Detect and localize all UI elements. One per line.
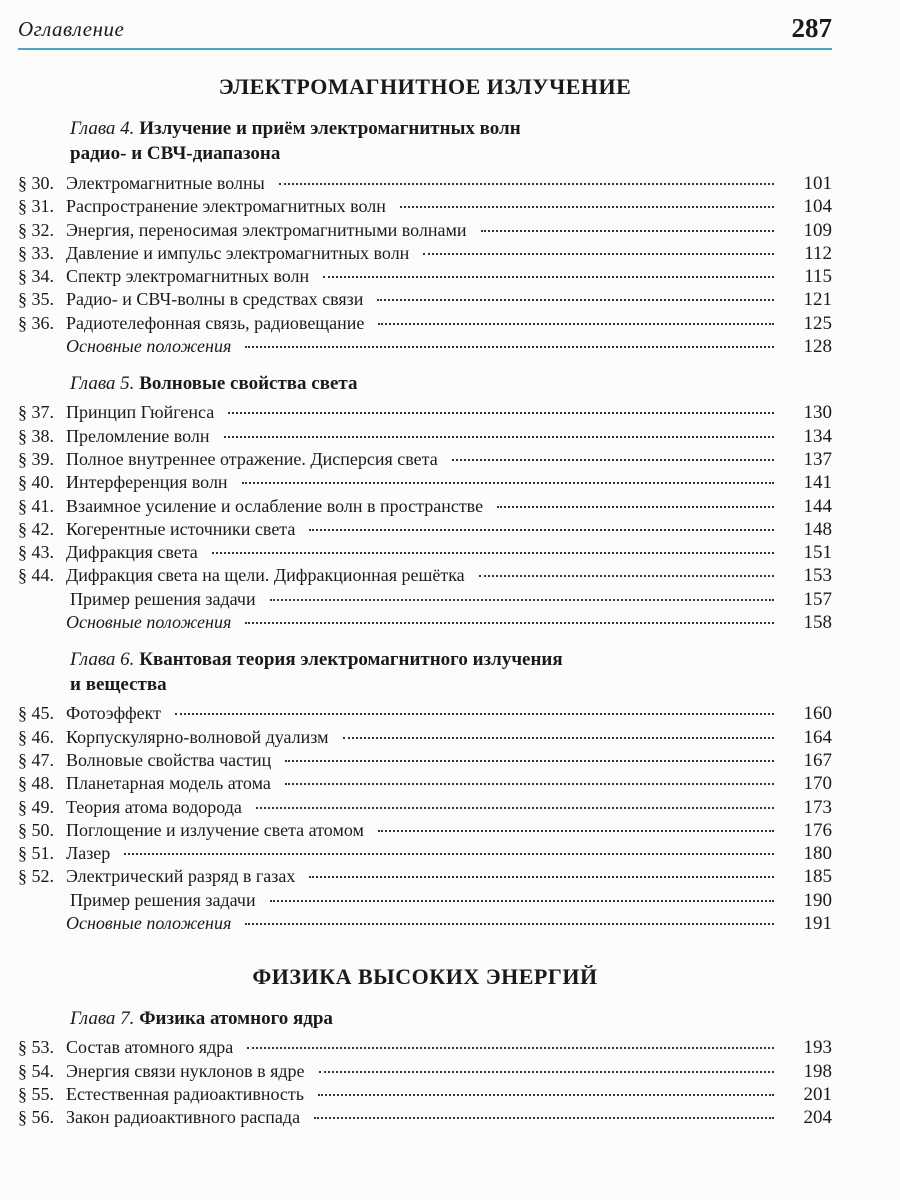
dot-leader <box>270 599 774 601</box>
entry-title: Распространение электромагнитных волн <box>66 196 386 217</box>
part-title: ФИЗИКА ВЫСОКИХ ЭНЕРГИЙ <box>252 964 598 990</box>
chapter-title: радио- и СВЧ-диапазона <box>70 143 281 164</box>
toc-entry[interactable] <box>18 727 832 750</box>
entry-title: Основные положения <box>66 336 232 357</box>
page-ref: 130 <box>803 402 832 424</box>
entry-title: Теория атома водорода <box>66 796 242 817</box>
chapter-label: Глава 7. <box>70 1008 135 1030</box>
chapter-title: Физика атомного ядра <box>139 1008 333 1030</box>
page-ref: 112 <box>804 242 832 264</box>
dot-leader <box>314 1117 774 1119</box>
section-number: § 36. <box>18 312 54 333</box>
entry-title: Дифракция света на щели. Дифракционная решётка <box>66 565 465 586</box>
toc-entry[interactable] <box>18 496 832 519</box>
toc-entry[interactable] <box>18 820 832 843</box>
dot-leader <box>212 552 774 554</box>
entry-title: Интерференция волн <box>66 472 228 493</box>
entry-title: Поглощение и излучение света атомом <box>66 819 364 840</box>
toc-entry[interactable] <box>18 173 832 196</box>
dot-leader <box>423 253 774 255</box>
page-ref: 176 <box>803 819 832 841</box>
entry-title: Лазер <box>66 843 111 864</box>
dot-leader <box>309 876 774 878</box>
chapter-heading <box>70 1006 832 1031</box>
page-ref: 134 <box>803 425 832 447</box>
dot-leader <box>247 1047 774 1049</box>
entry-title: Дифракция света <box>66 542 198 563</box>
section-number: § 49. <box>18 796 54 817</box>
dot-leader <box>245 622 774 624</box>
toc-entry[interactable] <box>18 890 832 913</box>
section-number: § 48. <box>18 773 54 794</box>
page-ref: 128 <box>803 336 832 358</box>
entry-title: Взаимное усиление и ослабление волн в пространстве <box>66 495 484 516</box>
chapter-title: Волновые свойства света <box>139 373 358 395</box>
chapter-title: Излучение и приём электромагнитных волн <box>139 118 521 139</box>
dot-leader <box>270 900 774 902</box>
chapter-heading <box>70 647 832 697</box>
page-ref: 193 <box>803 1037 832 1059</box>
toc-entry[interactable] <box>18 426 832 449</box>
toc-entry[interactable] <box>18 243 832 266</box>
toc-entry[interactable] <box>18 449 832 472</box>
dot-leader <box>323 276 774 278</box>
toc-entry[interactable] <box>18 196 832 219</box>
entry-title: Фотоэффект <box>66 703 162 724</box>
section-number: § 32. <box>18 219 54 240</box>
entry-title: Электромагнитные волны <box>66 173 265 193</box>
dot-leader <box>378 323 774 325</box>
dot-leader <box>228 412 774 414</box>
page-ref: 157 <box>803 588 832 610</box>
entry-title: Пример решения задачи <box>70 889 256 910</box>
toc-entry[interactable] <box>18 1084 832 1107</box>
section-number: § 53. <box>18 1037 54 1058</box>
toc-entry[interactable] <box>18 1037 832 1060</box>
header-rule <box>18 48 832 50</box>
section-number: § 56. <box>18 1107 54 1128</box>
table-of-contents <box>18 74 832 1131</box>
toc-entry[interactable] <box>18 313 832 336</box>
dot-leader <box>309 529 774 531</box>
page-ref: 115 <box>804 266 832 288</box>
toc-entry[interactable] <box>18 472 832 495</box>
dot-leader <box>318 1094 774 1096</box>
entry-title: Пример решения задачи <box>70 588 256 609</box>
chapter-title: и вещества <box>70 674 167 696</box>
page-ref: 125 <box>803 312 832 334</box>
page-ref: 137 <box>803 448 832 470</box>
entry-title: Радио- и СВЧ-волны в средствах связи <box>66 289 364 310</box>
section-number: § 31. <box>18 196 54 217</box>
section-number: § 55. <box>18 1083 54 1104</box>
section-number: § 51. <box>18 843 54 864</box>
entry-title: Энергия, переносимая электромагнитными волнами <box>66 219 467 240</box>
page-number: 287 <box>791 13 832 43</box>
entry-title: Радиотелефонная связь, радиовещание <box>66 312 365 333</box>
part-title: ЭЛЕКТРОМАГНИТНОЕ ИЗЛУЧЕНИЕ <box>218 74 632 99</box>
dot-leader <box>452 459 774 461</box>
dot-leader <box>242 482 774 484</box>
entry-title: Основные положения <box>66 612 232 633</box>
page-ref: 141 <box>803 472 832 494</box>
toc-entry[interactable] <box>18 565 832 588</box>
entry-title: Принцип Гюйгенса <box>66 402 215 423</box>
toc-entry[interactable] <box>18 866 832 889</box>
toc-entry[interactable] <box>18 913 832 936</box>
section-number: § 39. <box>18 448 54 469</box>
page-ref: 191 <box>803 913 832 935</box>
chapter-heading <box>70 116 832 166</box>
dot-leader <box>378 830 774 832</box>
page-ref: 158 <box>803 612 832 634</box>
chapter-label: Глава 4. <box>70 118 135 139</box>
page-ref: 101 <box>803 173 832 194</box>
section-number: § 37. <box>18 402 54 423</box>
toc-entry[interactable] <box>18 402 832 425</box>
toc-entry[interactable] <box>18 220 832 243</box>
section-number: § 34. <box>18 266 54 287</box>
page-ref: 121 <box>803 289 832 311</box>
section-number: § 30. <box>18 173 54 193</box>
dot-leader <box>497 506 774 508</box>
page-ref: 204 <box>803 1107 832 1129</box>
chapter-title: Квантовая теория электромагнитного излучения <box>139 649 563 671</box>
chapter-label: Глава 6. <box>70 649 135 671</box>
dot-leader <box>245 923 774 925</box>
toc-entry[interactable] <box>18 266 832 289</box>
entry-title: Давление и импульс электромагнитных волн <box>66 242 410 263</box>
entry-title: Энергия связи нуклонов в ядре <box>66 1060 305 1081</box>
section-number: § 42. <box>18 518 54 539</box>
page-ref: 190 <box>803 889 832 911</box>
dot-leader <box>279 183 774 185</box>
section-number: § 38. <box>18 425 54 446</box>
toc-entry[interactable] <box>18 843 832 866</box>
entry-title: Корпускулярно-волновой дуализм <box>66 726 329 747</box>
entry-title: Волновые свойства частиц <box>66 749 272 770</box>
section-number: § 41. <box>18 495 54 516</box>
dot-leader <box>124 853 774 855</box>
section-number: § 44. <box>18 565 54 586</box>
section-number: § 33. <box>18 242 54 263</box>
section-number: § 50. <box>18 819 54 840</box>
chapter-label: Глава 5. <box>70 373 135 395</box>
dot-leader <box>256 807 774 809</box>
entry-title: Преломление волн <box>66 425 210 446</box>
dot-leader <box>400 206 774 208</box>
entry-title: Электрический разряд в газах <box>66 866 296 887</box>
toc-entry[interactable] <box>18 589 832 612</box>
page-ref: 109 <box>803 219 832 241</box>
toc-entry[interactable] <box>18 750 832 773</box>
toc-entry[interactable] <box>18 1107 832 1130</box>
dot-leader <box>319 1071 775 1073</box>
entry-title: Спектр электромагнитных волн <box>66 266 310 287</box>
dot-leader <box>245 346 774 348</box>
dot-leader <box>343 737 774 739</box>
toc-entry[interactable] <box>18 289 832 312</box>
page-ref: 153 <box>803 565 832 587</box>
page-ref: 104 <box>803 196 832 218</box>
section-number: § 43. <box>18 542 54 563</box>
page-ref: 185 <box>803 866 832 888</box>
section-number: § 52. <box>18 866 54 887</box>
running-head: Оглавление <box>18 17 125 41</box>
section-number: § 40. <box>18 472 54 493</box>
section-number: § 35. <box>18 289 54 310</box>
dot-leader <box>224 436 775 438</box>
toc-entry[interactable] <box>18 542 832 565</box>
page-ref: 164 <box>803 726 832 748</box>
dot-leader <box>481 230 774 232</box>
dot-leader <box>377 299 774 301</box>
toc-entry[interactable] <box>18 797 832 820</box>
toc-entry[interactable] <box>18 703 832 726</box>
dot-leader <box>285 783 774 785</box>
section-number: § 45. <box>18 703 54 724</box>
entry-title: Полное внутреннее отражение. Дисперсия света <box>66 448 438 469</box>
page-ref: 198 <box>803 1060 832 1082</box>
dot-leader <box>175 713 774 715</box>
page-header <box>18 13 832 46</box>
section-number: § 46. <box>18 726 54 747</box>
toc-entry[interactable] <box>18 519 832 542</box>
dot-leader <box>479 575 774 577</box>
entry-title: Закон радиоактивного распада <box>66 1107 301 1128</box>
toc-entry[interactable] <box>18 773 832 796</box>
page-ref: 148 <box>803 518 832 540</box>
section-number: § 47. <box>18 749 54 770</box>
toc-entry[interactable] <box>18 1061 832 1084</box>
page-ref: 180 <box>803 843 832 865</box>
page-ref: 160 <box>803 703 832 725</box>
page-ref: 167 <box>803 749 832 771</box>
toc-entry[interactable] <box>18 336 832 359</box>
entry-title: Естественная радиоактивность <box>66 1083 304 1104</box>
entry-title: Когерентные источники света <box>66 518 296 539</box>
page-ref: 201 <box>803 1083 832 1105</box>
entry-title: Состав атомного ядра <box>66 1037 234 1058</box>
chapter-heading <box>70 371 832 396</box>
page-ref: 173 <box>803 796 832 818</box>
page-ref: 144 <box>803 495 832 517</box>
section-number: § 54. <box>18 1060 54 1081</box>
toc-entry[interactable] <box>18 612 832 635</box>
dot-leader <box>285 760 774 762</box>
entry-title: Основные положения <box>66 913 232 934</box>
entry-title: Планетарная модель атома <box>66 773 271 794</box>
page-ref: 151 <box>803 542 832 564</box>
page-ref: 170 <box>803 773 832 795</box>
